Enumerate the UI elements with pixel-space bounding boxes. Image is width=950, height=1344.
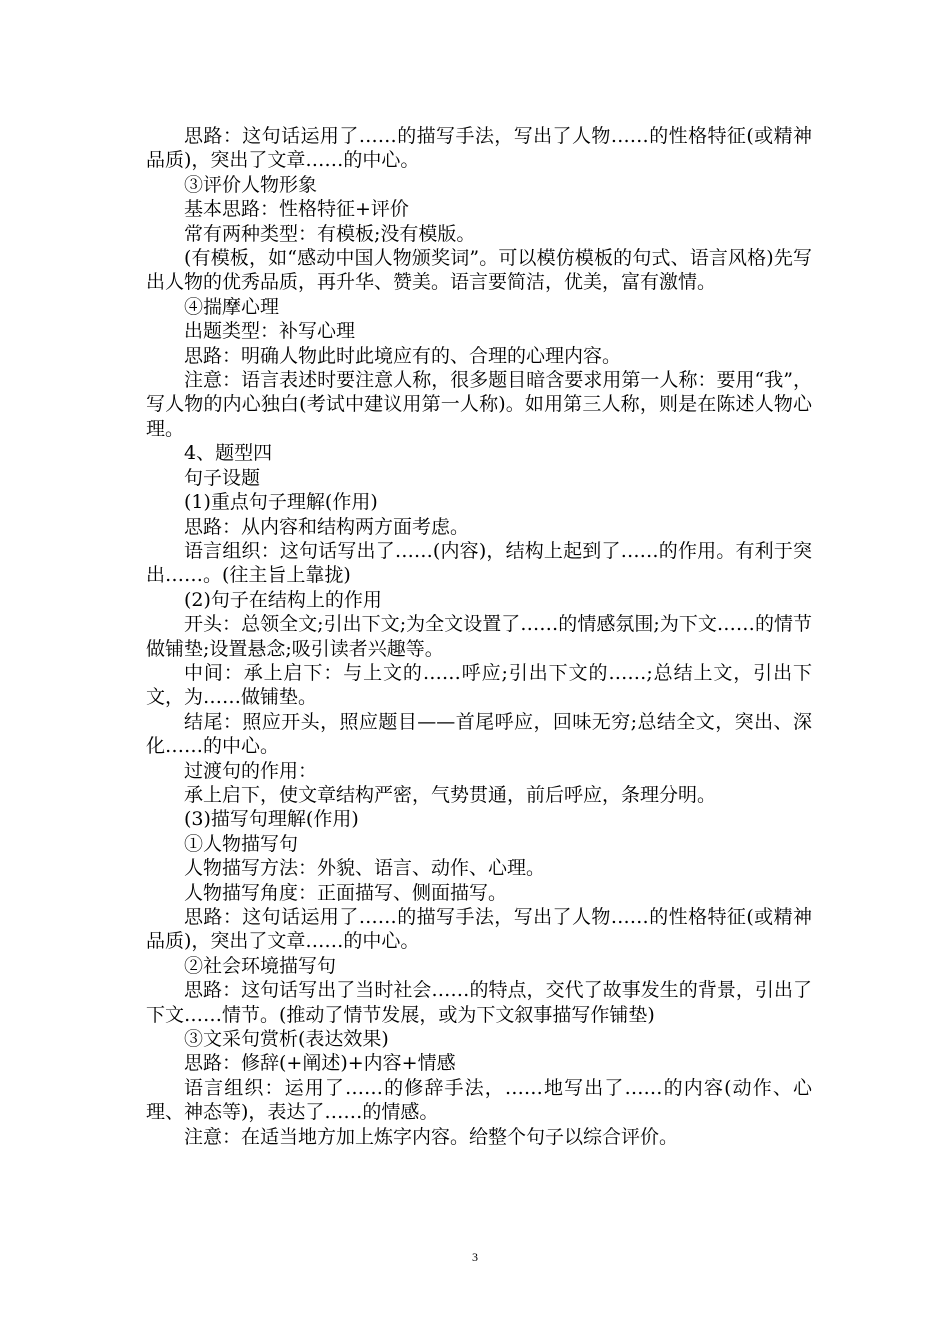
paragraph: 句子设题 (184, 466, 261, 489)
paragraph: ④揣摩心理 (184, 295, 280, 318)
paragraph: 基本思路：性格特征+评价 (184, 198, 409, 221)
paragraph: 常有两种类型：有模板;没有模版。 (184, 222, 476, 245)
paragraph: ③文采句赏析(表达效果) (184, 1028, 389, 1051)
paragraph: 思路：这句话写出了当时社会……的特点，交代了故事发生的背景，引出了下文……情节。(推动了情节发展，或为下文叙事描写作铺垫) (146, 979, 812, 1026)
document-body (146, 124, 812, 1149)
paragraph: 思路：从内容和结构两方面考虑。 (184, 515, 470, 538)
paragraph: 出题类型：补写心理 (184, 320, 356, 343)
paragraph: 注意：在适当地方加上炼字内容。给整个句子以综合评价。 (184, 1125, 679, 1148)
paragraph: 思路：这句话运用了……的描写手法，写出了人物……的性格特征(或精神品质)，突出了文章……的中心。 (146, 125, 812, 172)
page-number: 3 (472, 1250, 478, 1264)
paragraph: 注意：语言表述时要注意人称，很多题目暗含要求用第一人称：要用“我”，写人物的内心独白(考试中建议用第一人称)。如用第三人称，则是在陈述人物心理。 (146, 369, 812, 440)
paragraph: 过渡句的作用： (184, 759, 318, 782)
paragraph: 结尾：照应开头，照应题目——首尾呼应，回味无穷;总结全文，突出、深化……的中心。 (146, 710, 812, 758)
paragraph: (3)描写句理解(作用) (184, 808, 359, 831)
paragraph: 中间：承上启下：与上文的……呼应;引出下文的……;总结上文，引出下文，为……做铺垫。 (146, 661, 812, 709)
paragraph: (有模板，如“感动中国人物颁奖词”。可以模仿模板的句式、语言风格)先写出人物的优秀品质，再升华、赞美。语言要简洁，优美，富有激情。 (146, 247, 812, 294)
paragraph: (1)重点句子理解(作用) (184, 491, 378, 514)
paragraph: ②社会环境描写句 (184, 954, 337, 977)
paragraph: 思路：这句话运用了……的描写手法，写出了人物……的性格特征(或精神品质)，突出了文章……的中心。 (146, 906, 812, 953)
paragraph: 思路：修辞(+阐述)+内容+情感 (184, 1052, 456, 1075)
paragraph: ①人物描写句 (184, 832, 299, 855)
paragraph: 语言组织：这句话写出了……(内容)，结构上起到了……的作用。有利于突出……。(往主旨上靠拢) (146, 539, 812, 587)
paragraph: 承上启下，使文章结构严密，气势贯通，前后呼应，条理分明。 (184, 783, 717, 806)
paragraph: 思路：明确人物此时此境应有的、合理的心理内容。 (184, 344, 622, 367)
paragraph: 人物描写角度：正面描写、侧面描写。 (184, 881, 508, 904)
paragraph: 人物描写方法：外貌、语言、动作、心理。 (184, 857, 546, 880)
paragraph: 语言组织：运用了……的修辞手法，……地写出了……的内容(动作、心理、神态等)，表达了……的情感。 (146, 1076, 812, 1124)
paragraph: (2)句子在结构上的作用 (184, 588, 382, 611)
paragraph: ③评价人物形象 (184, 173, 318, 196)
paragraph: 开头：总领全文;引出下文;为全文设置了……的情感氛围;为下文……的情节做铺垫;设置悬念;吸引读者兴趣等。 (146, 613, 812, 660)
paragraph: 4、题型四 (184, 442, 273, 465)
